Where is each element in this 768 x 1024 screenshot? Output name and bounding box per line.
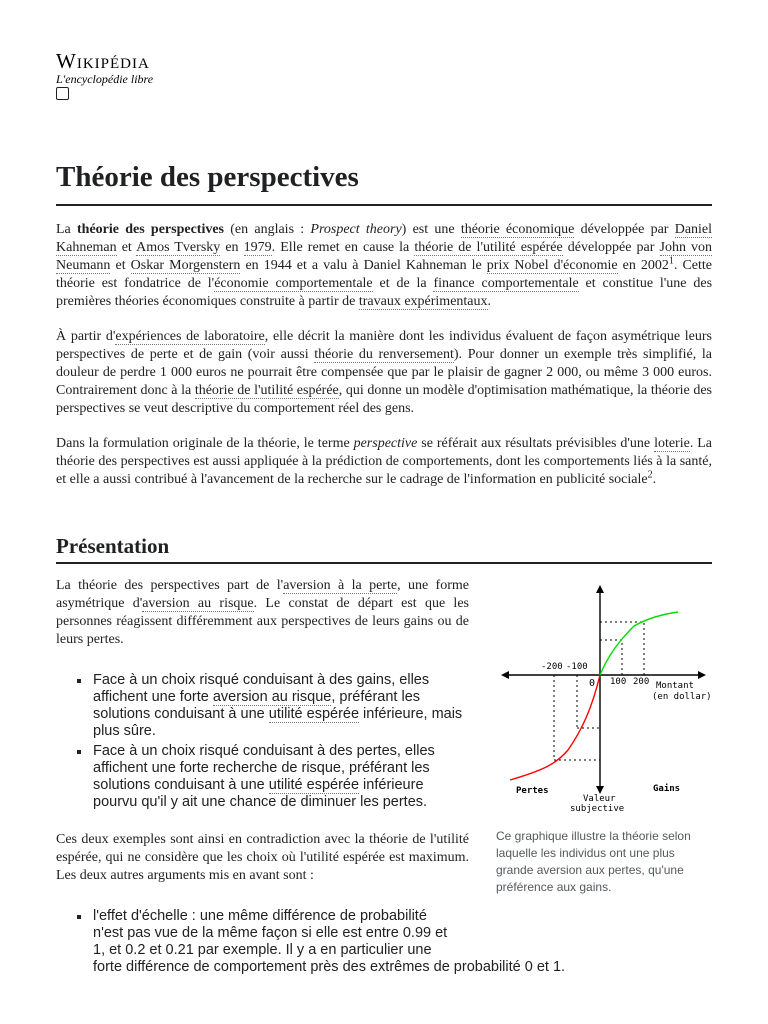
tick-label-100: 100: [610, 677, 627, 687]
y-axis-arrow-down: [596, 786, 604, 794]
ref-2[interactable]: 2: [647, 469, 653, 481]
value-function-figure[interactable]: [496, 580, 711, 825]
axis-label-valeur: Valeur: [583, 794, 616, 804]
logo-wordmark: Wikipédia: [56, 49, 150, 73]
ref-1[interactable]: 1: [668, 255, 674, 267]
loss-curve: [510, 675, 600, 780]
axis-label-unit: (en dollar): [652, 692, 711, 702]
link-amos-tversky[interactable]: Amos Tversky: [136, 240, 221, 255]
page-title: Théorie des perspectives: [56, 150, 712, 206]
label-gains: Gains: [653, 784, 681, 794]
x-axis-arrow-left: [501, 671, 509, 679]
link-utilite-esperee-4[interactable]: utilité espérée: [268, 777, 360, 793]
link-loterie[interactable]: loterie: [654, 436, 690, 451]
intro-paragraph-2: À partir d'expériences de laboratoire, elle décrit la manière dont les individus évaluent de façon asymétrique leurs perspectives de perte et de gain (voir aussi théorie du renversement). Pour donner un exemple très simplifié, la douleur de perdre 1 000 euros ne pourrait être compensée que par le plaisir de gagner 2 000, ou même 3 000 euros. Contrairement donc à la théorie de l'utilité espérée, qui donne un modèle d'optimisation mathématique, la théorie des perspectives se veut descriptive du comportement réel des gens.: [56, 329, 713, 416]
section-heading-presentation: Présentation: [56, 530, 712, 564]
value-function-chart: [496, 580, 711, 820]
presentation-paragraph-2: Ces deux exemples sont ainsi en contradiction avec la théorie de l'utilité espérée, qui ne considère que les choix où l'utilité espérée est maximum. Les deux autres arguments mis en avant sont :: [56, 832, 469, 883]
list-item: Face à un choix risqué conduisant à des gains, elles affichent une forte aversion au risque, préférant les solutions conduisant à une utilité espérée inférieure, mais plus sûre.: [93, 672, 469, 740]
origin-label: 0: [589, 678, 596, 689]
link-travaux-experimentaux[interactable]: travaux expérimentaux: [358, 294, 488, 309]
link-1979[interactable]: 1979: [243, 240, 272, 255]
link-daniel-kahneman[interactable]: Daniel Kahneman: [56, 222, 713, 255]
tick-label-minus200: -200: [541, 662, 563, 672]
link-theorie-renversement[interactable]: théorie du renversement: [314, 347, 454, 362]
link-utilite-esperee[interactable]: théorie de l'utilité espérée: [414, 240, 563, 255]
presentation-list-1: [56, 672, 469, 811]
link-morgenstern[interactable]: Oskar Morgenstern: [130, 258, 241, 273]
link-theorie-economique[interactable]: théorie économique: [460, 222, 575, 237]
y-axis-arrow-up: [596, 585, 604, 593]
tick-label-minus100: -100: [566, 662, 588, 672]
tick-label-200: 200: [633, 677, 650, 687]
link-experiences-laboratoire[interactable]: expériences de laboratoire: [115, 329, 265, 344]
link-utilite-esperee-2[interactable]: théorie de l'utilité espérée: [194, 383, 339, 398]
presentation-paragraph-1: La théorie des perspectives part de l'aversion à la perte, une forme asymétrique d'aversion au risque. Le constat de départ est que les personnes réagissent différemment aux perspectives de leurs gains ou de leurs pertes.: [56, 578, 469, 647]
menu-checkbox[interactable]: [56, 87, 69, 100]
figure-caption: Ce graphique illustre la théorie selon laquelle les individus ont une plus grande aversion aux pertes, qu'une préférence aux gains.: [496, 829, 691, 894]
list-item: l'effet d'échelle : une même différence de probabilité n'est pas vue de la même façon si elle est entre 0.99 et 1, et 0.2 et 0.21 par exemple. Il y a en particulier une forte différence de comportement près des extrêmes de probabilité 0 et 1.: [93, 908, 693, 976]
link-finance-comportementale[interactable]: finance comportementale: [433, 276, 579, 291]
axis-label-montant: Montant: [656, 681, 694, 691]
article-intro: [56, 221, 712, 489]
link-utilite-esperee-3[interactable]: utilité espérée: [268, 706, 360, 722]
list-item: Face à un choix risqué conduisant à des pertes, elles affichent une forte recherche de risque, préférant les solutions conduisant à une utilité espérée inférieure pourvu qu'il y ait une chance de diminuer les pertes.: [93, 743, 469, 811]
logo-tagline: L'encyclopédie libre: [56, 72, 154, 86]
link-aversion-risque-2[interactable]: aversion au risque: [212, 689, 332, 705]
label-pertes: Pertes: [516, 786, 549, 796]
presentation-list-2: [56, 908, 693, 976]
intro-paragraph-1: La théorie des perspectives (en anglais : Prospect theory) est une théorie économique développée par Daniel Kahneman et Amos Tversky en 1979. Elle remet en cause la théorie de l'utilité espérée développée par John von Neumann et Oskar Morgenstern en 1944 et a valu à Daniel Kahneman le prix Nobel d'économie en 2002$^1$. Cette théorie est fondatrice de l'économie comportementale et de la finance comportementale et constitue l'une des premières théories économiques construite à partir de travaux expérimentaux.: [56, 222, 713, 309]
intro-paragraph-3: Dans la formulation originale de la théorie, le terme perspective se référait aux résultats prévisibles d'une loterie. La théorie des perspectives est aussi appliquée à la prédiction de comportements, dont les comportements liés à la santé, et elle a aussi contribué à l'avancement de la recherche sur le cadrage de l'information en publicité sociale$^2$.: [56, 436, 713, 487]
gain-curve: [600, 612, 678, 675]
x-axis-arrow-right: [698, 671, 706, 679]
link-economie-comportementale[interactable]: économie comportementale: [214, 276, 373, 291]
guide-lines: [554, 622, 644, 760]
link-aversion-risque[interactable]: aversion au risque: [142, 596, 254, 611]
link-prix-nobel[interactable]: prix Nobel d'économie: [486, 258, 618, 273]
axis-label-subjective: subjective: [570, 804, 625, 814]
link-von-neumann[interactable]: John von Neumann: [56, 240, 713, 273]
wikipedia-logo[interactable]: [56, 50, 153, 86]
link-aversion-perte[interactable]: aversion à la perte: [283, 578, 398, 593]
